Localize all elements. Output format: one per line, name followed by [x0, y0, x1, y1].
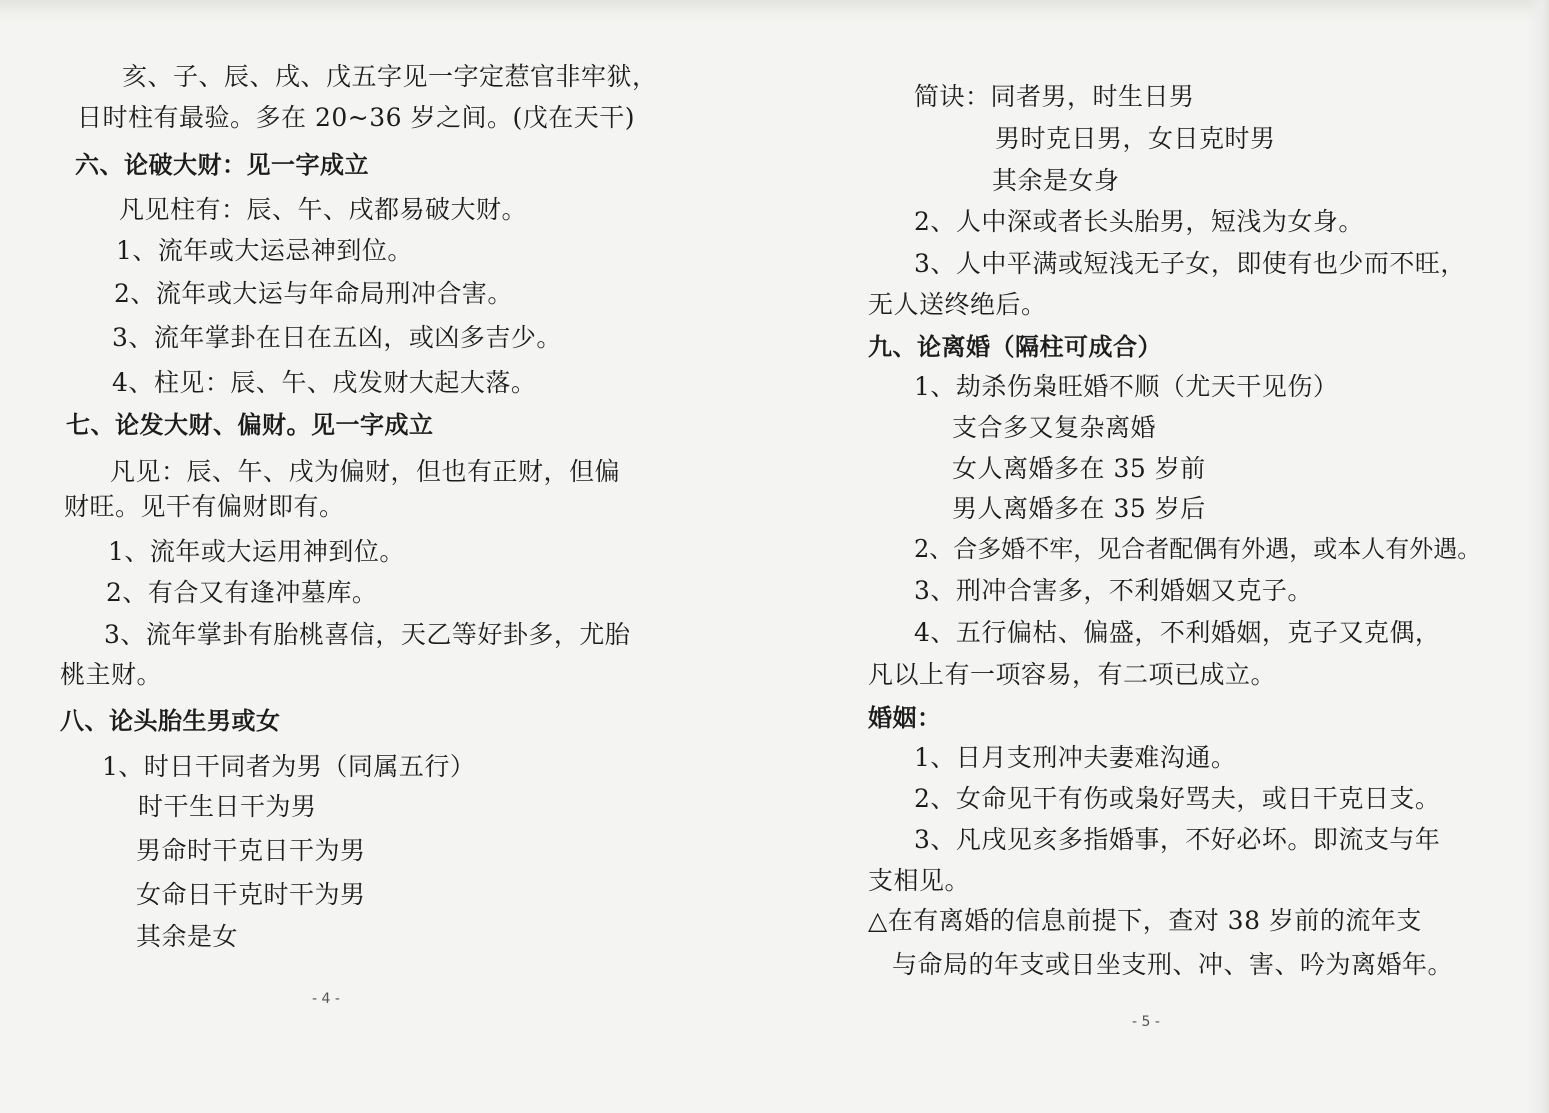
- list-item: 1、时日干同者为男（同属五行）: [102, 752, 476, 781]
- text-line: 桃主财。: [60, 660, 163, 689]
- text-line: 支相见。: [868, 866, 971, 895]
- text-line: 凡以上有一项容易，有二项已成立。: [868, 660, 1277, 689]
- list-item: 1、流年或大运用神到位。: [108, 537, 405, 566]
- list-item: 4、柱见：辰、午、戌发财大起大落。: [112, 368, 537, 397]
- note-line: 与命局的年支或日坐支刑、冲、害、吟为离婚年。: [892, 950, 1454, 979]
- section-heading: 九、论离婚（隔柱可成合）: [868, 333, 1162, 361]
- list-item: 2、女命见干有伤或枭好骂夫，或日干克日支。: [914, 784, 1441, 813]
- text-line: 其余是女: [136, 922, 239, 951]
- list-item: 2、人中深或者长头胎男，短浅为女身。: [914, 207, 1364, 236]
- text-line: 女人离婚多在 35 岁前: [952, 454, 1206, 483]
- list-item: 3、刑冲合害多，不利婚姻又克子。: [914, 576, 1313, 605]
- list-item: 1、流年或大运忌神到位。: [116, 236, 413, 265]
- list-item: 3、流年掌卦有胎桃喜信，天乙等好卦多，尤胎: [104, 620, 631, 649]
- section-heading: 八、论头胎生男或女: [60, 707, 281, 735]
- text-line: 男人离婚多在 35 岁后: [952, 494, 1206, 523]
- list-item: 4、五行偏枯、偏盛，不利婚姻，克子又克偶，: [914, 618, 1441, 647]
- text-line: 女命日干克时干为男: [136, 880, 366, 909]
- list-item: 3、人中平满或短浅无子女，即使有也少而不旺，: [914, 249, 1466, 278]
- text-line: 其余是女身: [992, 166, 1120, 195]
- section-heading: 婚姻：: [868, 704, 942, 732]
- section-heading: 六、论破大财：见一字成立: [75, 151, 369, 179]
- text-line: 简诀：同者男，时生日男: [914, 82, 1195, 111]
- text-line: 凡见：辰、午、戌为偏财，但也有正财，但偏: [110, 457, 621, 486]
- text-line: 男命时干克日干为男: [136, 836, 366, 865]
- section-heading: 七、论发大财、偏财。见一字成立: [66, 411, 434, 439]
- text-line: 凡见柱有：辰、午、戌都易破大财。: [119, 195, 528, 224]
- list-item: 1、日月支刑冲夫妻难沟通。: [914, 743, 1237, 772]
- list-item: 3、流年掌卦在日在五凶，或凶多吉少。: [112, 323, 562, 352]
- page-number: - 5 -: [1132, 1014, 1160, 1030]
- right-page: [780, 0, 1549, 1113]
- list-item: 2、合多婚不牢，见合者配偶有外遇，或本人有外遇。: [914, 535, 1482, 563]
- text-line: 亥、子、辰、戌、戊五字见一字定惹官非牢狱，: [122, 62, 658, 91]
- note-line: △在有离婚的信息前提下，查对 38 岁前的流年支: [868, 906, 1422, 935]
- list-item: 1、劫杀伤枭旺婚不顺（尤天干见伤）: [914, 372, 1339, 401]
- list-item: 2、有合又有逢冲墓库。: [106, 578, 378, 607]
- text-line: 支合多又复杂离婚: [952, 413, 1157, 442]
- text-line: 时干生日干为男: [138, 792, 317, 821]
- text-line: 男时克日男，女日克时男: [995, 124, 1276, 153]
- text-line: 无人送终绝后。: [868, 290, 1047, 319]
- list-item: 3、凡戌见亥多指婚事，不好必坏。即流支与年: [914, 825, 1441, 854]
- text-line: 财旺。见干有偏财即有。: [64, 492, 345, 521]
- text-line: 日时柱有最验。多在 20~36 岁之间。(戊在天干): [77, 103, 635, 132]
- left-page: [0, 0, 700, 1113]
- page-number: - 4 -: [312, 991, 340, 1007]
- list-item: 2、流年或大运与年命局刑冲合害。: [114, 279, 513, 308]
